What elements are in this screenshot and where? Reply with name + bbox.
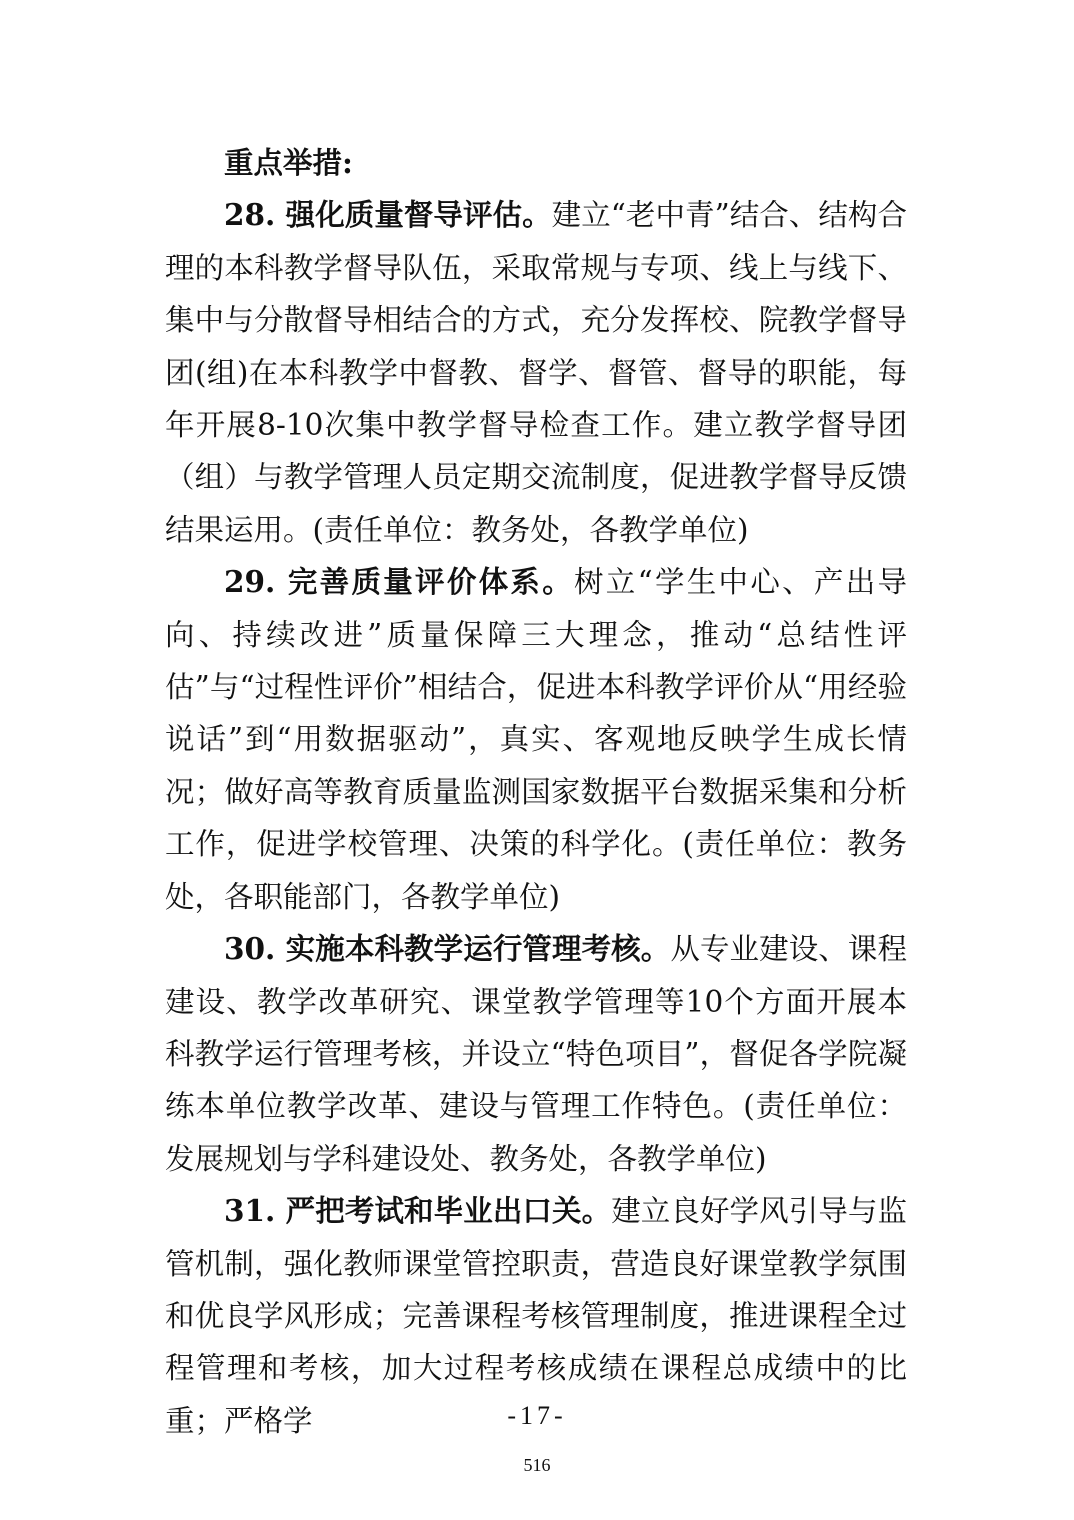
measure-paragraph-30: [165, 923, 907, 1185]
section-heading: 重点举措:: [224, 145, 353, 180]
document-code: 516: [523, 1455, 551, 1475]
measure-title: 31. 严把考试和毕业出口关。: [224, 1193, 612, 1229]
measure-paragraph-29: [165, 556, 907, 923]
document-body: [165, 137, 907, 1447]
measure-title: 29. 完善质量评价体系。: [224, 564, 574, 600]
measure-body: 树立“学生中心、产出导向、持续改进”质量保障三大理念，推动“总结性评估”与“过程性评价”相结合，促进本科教学评价从“用经验说话”到“用数据驱动”，真实、客观地反映学生成长情况；做好高等教育质量监测国家数据平台数据采集和分析工作，促进学校管理、决策的科学化。(责任单位：教务处，各职能部门，各教学单位): [165, 565, 907, 914]
measure-paragraph-28: [165, 189, 907, 556]
measure-body: 建立良好学风引导与监管机制，强化教师课堂管控职责，营造良好课堂教学氛围和优良学风形成；完善课程考核管理制度，推进课程全过程管理和考核，加大过程考核成绩在课程总成绩中的比重；严格学: [165, 1194, 907, 1438]
measure-title: 30. 实施本科教学运行管理考核。: [224, 931, 671, 967]
measure-body: 建立“老中青”结合、结构合理的本科教学督导队伍，采取常规与专项、线上与线下、集中与分散督导相结合的方式，充分发挥校、院教学督导团(组)在本科教学中督教、督学、督管、督导的职能，每年开展8-10次集中教学督导检查工作。建立教学督导团（组）与教学管理人员定期交流制度，促进教学督导反馈结果运用。(责任单位：教务处，各教学单位): [165, 198, 907, 547]
measure-body: 从专业建设、课程建设、教学改革研究、课堂教学管理等10个方面开展本科教学运行管理考核，并设立“特色项目”，督促各学院凝练本单位教学改革、建设与管理工作特色。(责任单位：发展规划与学科建设处、教务处，各教学单位): [165, 932, 907, 1176]
page-number: -17-: [507, 1401, 567, 1430]
measure-title: 28. 强化质量督导评估。: [224, 197, 552, 233]
